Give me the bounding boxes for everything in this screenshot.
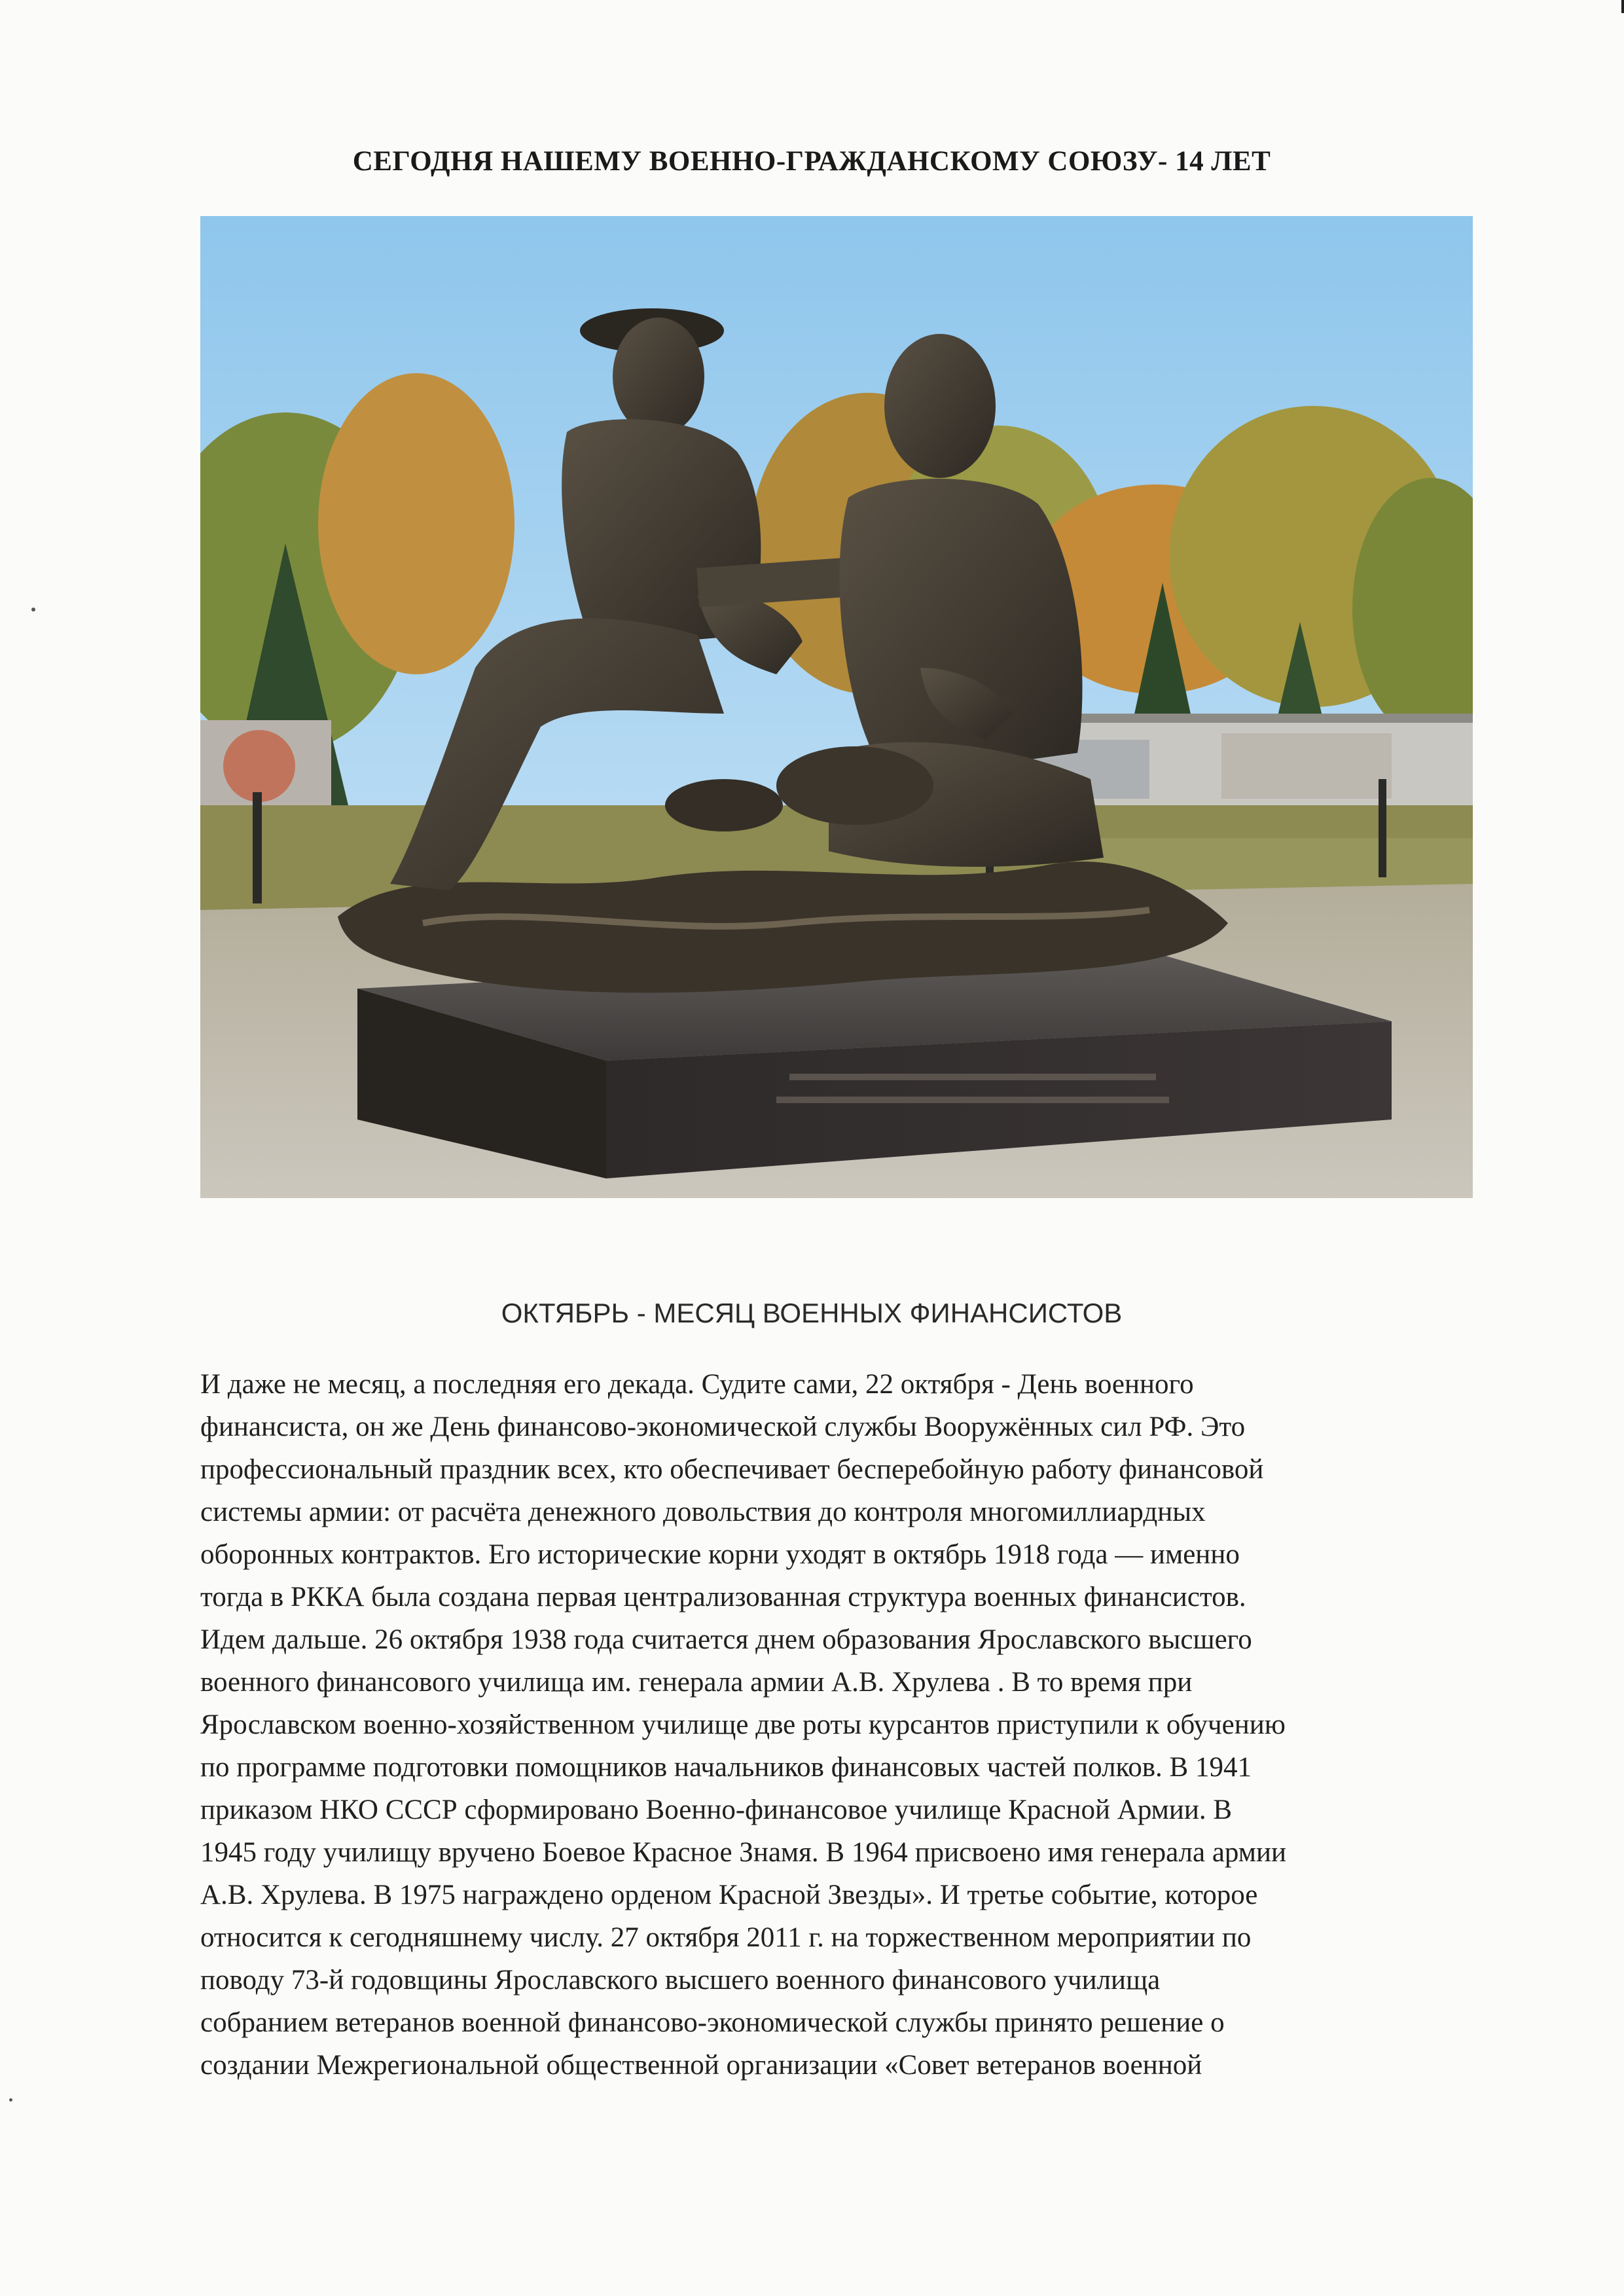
page-heading: СЕГОДНЯ НАШЕМУ ВОЕННО-ГРАЖДАНСКОМУ СОЮЗУ- 14 ЛЕТ — [352, 146, 1271, 177]
body-line: военного финансового училища им. генерала армии А.В. Хрулева . В то время при — [200, 1667, 1193, 1698]
body-line: поводу 73-й годовщины Ярославского высшего военного финансового училища — [200, 1965, 1161, 1995]
monument-photo-illustration — [200, 216, 1473, 1198]
body-line: И даже не месяц, а последняя его декада. Судите сами, 22 октября - День военного — [200, 1369, 1194, 1400]
body-line: оборонных контрактов. Его исторические корни уходят в октябрь 1918 года — именно — [200, 1539, 1240, 1570]
body-line: по программе подготовки помощников начальников финансовых частей полков. В 1941 — [200, 1752, 1252, 1783]
monument-photo — [200, 216, 1473, 1198]
body-line: профессиональный праздник всех, кто обеспечивает бесперебойную работу финансовой — [200, 1454, 1264, 1485]
body-line: приказом НКО СССР сформировано Военно-финансовое училище Красной Армии. В — [200, 1795, 1233, 1825]
body-line: создании Межрегиональной общественной организации «Совет ветеранов военной — [200, 2050, 1202, 2081]
scan-speck — [31, 608, 35, 611]
body-line: относится к сегодняшнему числу. 27 октября 2011 г. на торжественном мероприятии по — [200, 1922, 1252, 1953]
article-body — [200, 1363, 1483, 2086]
body-line: А.В. Хрулева. В 1975 награждено орденом Красной Звезды». И третье событие, которое — [200, 1880, 1258, 1910]
body-line: собранием ветеранов военной финансово-экономической службы принято решение о — [200, 2007, 1225, 2038]
body-line: системы армии: от расчёта денежного довольствия до контроля многомиллиардных — [200, 1497, 1206, 1527]
section-subheading: ОКТЯБРЬ - МЕСЯЦ ВОЕННЫХ ФИНАНСИСТОВ — [501, 1298, 1123, 1328]
body-line: Ярославском военно-хозяйственном училище две роты курсантов приступили к обучению — [200, 1709, 1286, 1740]
body-line: 1945 году училищу вручено Боевое Красное Знамя. В 1964 присвоено имя генерала армии — [200, 1837, 1287, 1868]
scan-speck — [9, 2098, 12, 2102]
scan-edge-mark — [1621, 0, 1624, 13]
body-line: Идем дальше. 26 октября 1938 года считается днем образования Ярославского высшего — [200, 1624, 1252, 1655]
body-line: финансиста, он же День финансово-экономической службы Вооружённых сил РФ. Это — [200, 1412, 1246, 1442]
body-line: тогда в РККА была создана первая централизованная структура военных финансистов. — [200, 1582, 1246, 1613]
